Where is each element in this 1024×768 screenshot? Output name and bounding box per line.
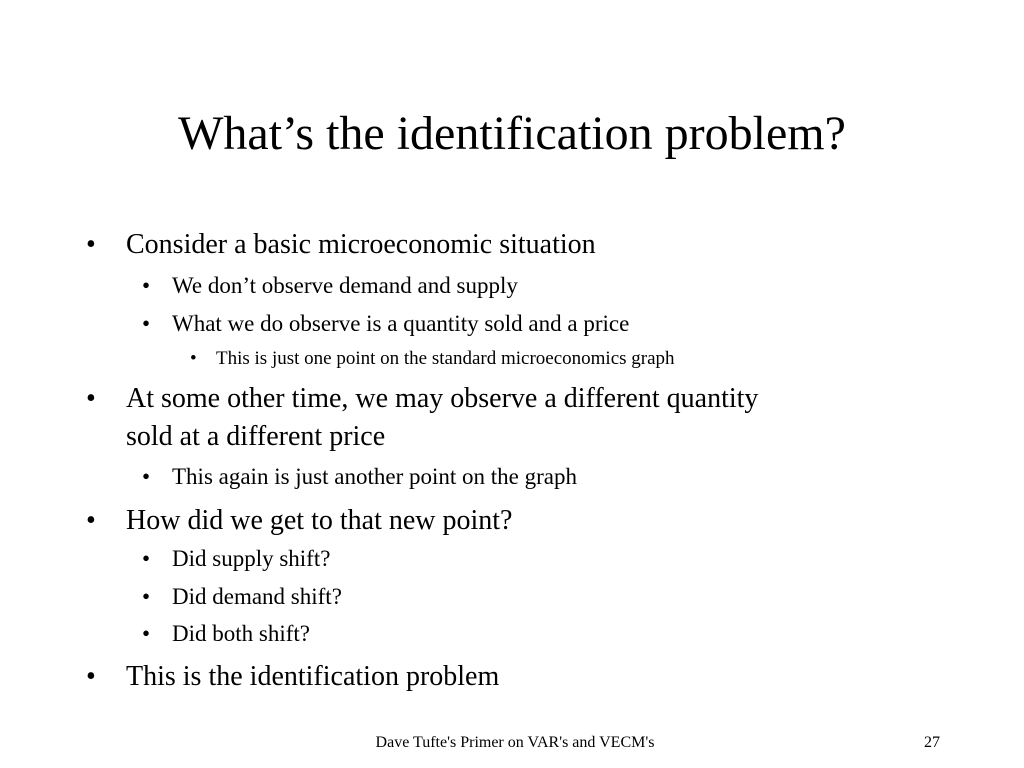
bullet-marker: • [86, 229, 96, 260]
bullet-marker: • [86, 505, 96, 536]
sub-bullet-text: Did demand shift? [172, 584, 342, 609]
bullet-marker: • [190, 348, 197, 369]
bullet-text-line-2: sold at a different price [126, 421, 386, 452]
bullet-marker: • [86, 383, 96, 414]
bullet-marker: • [142, 621, 151, 646]
bullet-marker: • [142, 464, 151, 489]
bullet-marker: • [142, 546, 151, 571]
sub-bullet-text: Did supply shift? [172, 546, 331, 571]
slide-number: 27 [924, 734, 940, 751]
bullet-text: This is the identification problem [126, 661, 500, 692]
bullet-text-line-1: At some other time, we may observe a different quantity [126, 383, 759, 414]
sub-bullet-text: This again is just another point on the graph [172, 464, 577, 489]
sub-bullet-text: What we do observe is a quantity sold and a price [172, 311, 630, 336]
sub-bullet-text: We don’t observe demand and supply [172, 273, 518, 298]
bullet-marker: • [142, 584, 151, 609]
slide-title: What’s the identification problem? [178, 107, 846, 160]
bullet-marker: • [142, 273, 151, 298]
sub-bullet-text: Did both shift? [172, 621, 310, 646]
bullet-marker: • [86, 661, 96, 692]
sub-sub-bullet-text: This is just one point on the standard microeconomics graph [216, 348, 675, 369]
bullet-marker: • [142, 311, 151, 336]
bullet-text: Consider a basic microeconomic situation [126, 229, 596, 260]
slide-footer: Dave Tufte's Primer on VAR's and VECM's [375, 734, 655, 751]
bullet-text: How did we get to that new point? [126, 505, 513, 536]
